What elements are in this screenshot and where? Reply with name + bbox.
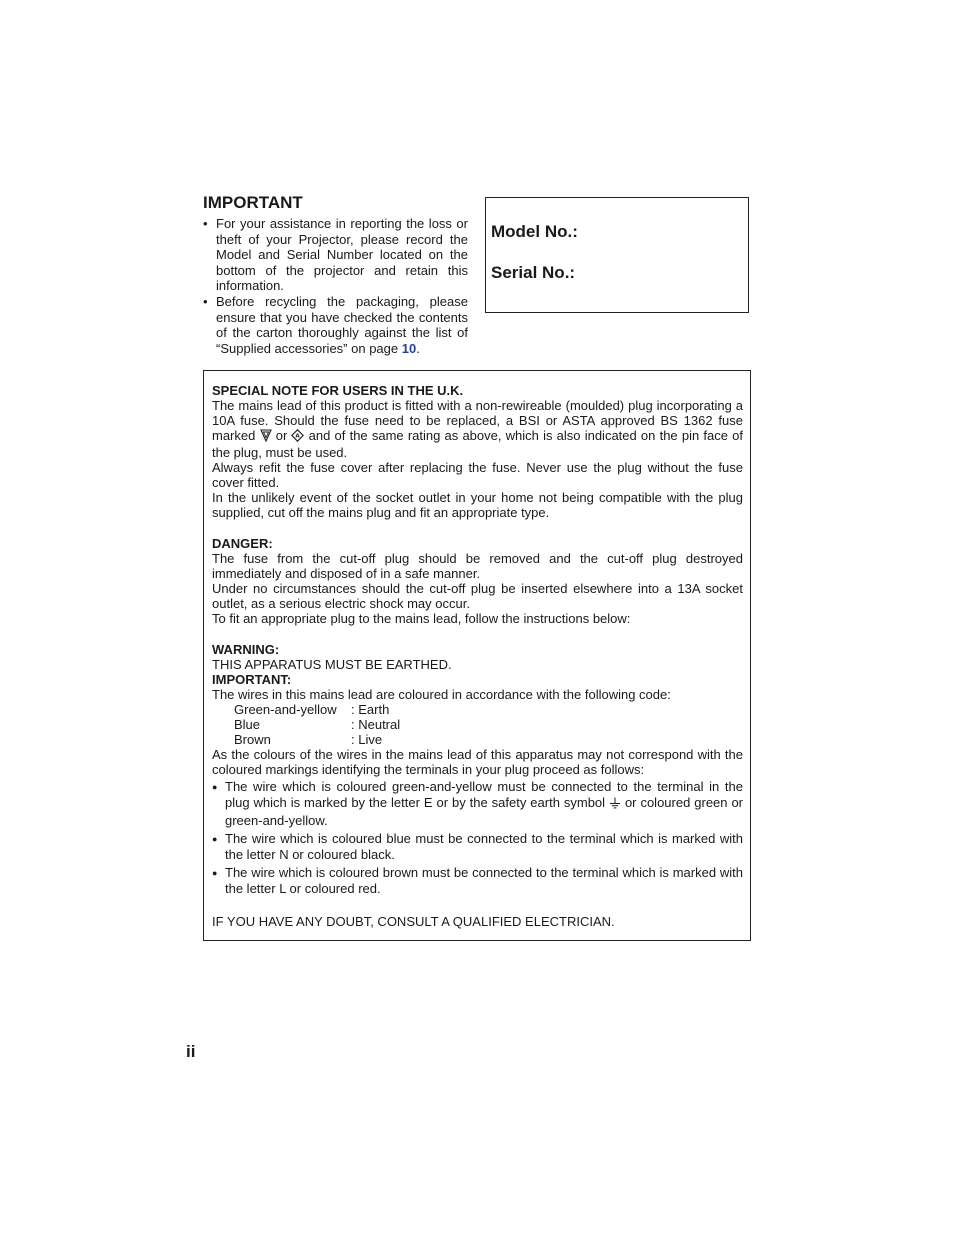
important-heading: IMPORTANT: [212,672,292,687]
list-item: ● The wire which is coloured green-and-yellow must be connected to the terminal in the plug which is marked by the letter E or by the safety earth symbol or coloured green or green-and-yellow. [212,779,743,829]
important-list [203,216,468,356]
danger-heading: DANGER: [212,536,273,551]
earth-symbol-icon [609,797,621,813]
serial-number-label: Serial No.: [491,263,576,282]
uk-note-paragraph-socket: In the unlikely event of the socket outlet in your home not being compatible with the plug supplied, cut off the mains plug and fit an appropriate type. [212,490,743,520]
consult-electrician-text: IF YOU HAVE ANY DOUBT, CONSULT A QUALIFIED ELECTRICIAN. [212,914,615,929]
important-item-record-serial: • For your assistance in reporting the loss or theft of your Projector, please record the Model and Serial Number located on the bottom of the projector and retain this information. [203,216,468,294]
list-item: ● The wire which is coloured blue must be connected to the terminal which is marked with the letter N or coloured black. [212,831,743,863]
wire-code-row: Green-and-yellow : Earth [234,702,390,717]
svg-text:A: A [295,433,301,440]
page-reference-link[interactable]: 10 [401,340,417,356]
wire-code-row: Brown : Live [234,732,383,747]
important-title: IMPORTANT [203,193,303,212]
important-section [203,193,468,356]
warning-heading: WARNING: [212,642,280,657]
wire-colours-paragraph: As the colours of the wires in the mains lead of this apparatus may not correspond with the coloured markings identifying the terminals in your plug proceed as follows: [212,747,743,777]
page-number: ii [186,1042,196,1061]
uk-note-heading: SPECIAL NOTE FOR USERS IN THE U.K. [212,383,464,398]
asta-mark-icon [291,429,304,445]
uk-note-paragraph-fuse-cover: Always refit the fuse cover after replacing the fuse. Never use the plug without the fuse cover fitted. [212,460,743,490]
bsi-kitemark-icon [260,429,272,445]
danger-paragraph-shock: Under no circumstances should the cut-off plug be inserted elsewhere into a 13A socket outlet, as a serious electric shock may occur. [212,581,743,611]
wire-instructions-list [212,779,743,897]
danger-paragraph-destroy: The fuse from the cut-off plug should be removed and the cut-off plug destroyed immediately and disposed of in a safe manner. [212,551,743,581]
danger-paragraph-instructions: To fit an appropriate plug to the mains lead, follow the instructions below: [212,611,631,626]
model-number-label: Model No.: [491,222,578,241]
model-serial-box [485,197,749,313]
list-item: ● The wire which is coloured brown must be connected to the terminal which is marked with the letter L or coloured red. [212,865,743,897]
important-item-recycling: • Before recycling the packaging, please ensure that you have checked the contents of the carton thoroughly against the list of “Supplied accessories” on page 10. [203,294,468,356]
uk-special-note-content [212,383,743,929]
wire-code-row: Blue : Neutral [234,717,401,732]
uk-special-note-box [203,370,751,941]
uk-note-paragraph-fuse: The mains lead of this product is fitted with a non-rewireable (moulded) plug incorporating a 10A fuse. Should the fuse need to be replaced, a BSI or ASTA approved BS 1362 fuse marked or A and of the same rating as above, which is also indicated on the pin face of the plug, must be used. [212,398,743,460]
wire-code-intro: The wires in this mains lead are coloured in accordance with the following code: [212,687,671,702]
warning-earthed-text: THIS APPARATUS MUST BE EARTHED. [212,657,452,672]
